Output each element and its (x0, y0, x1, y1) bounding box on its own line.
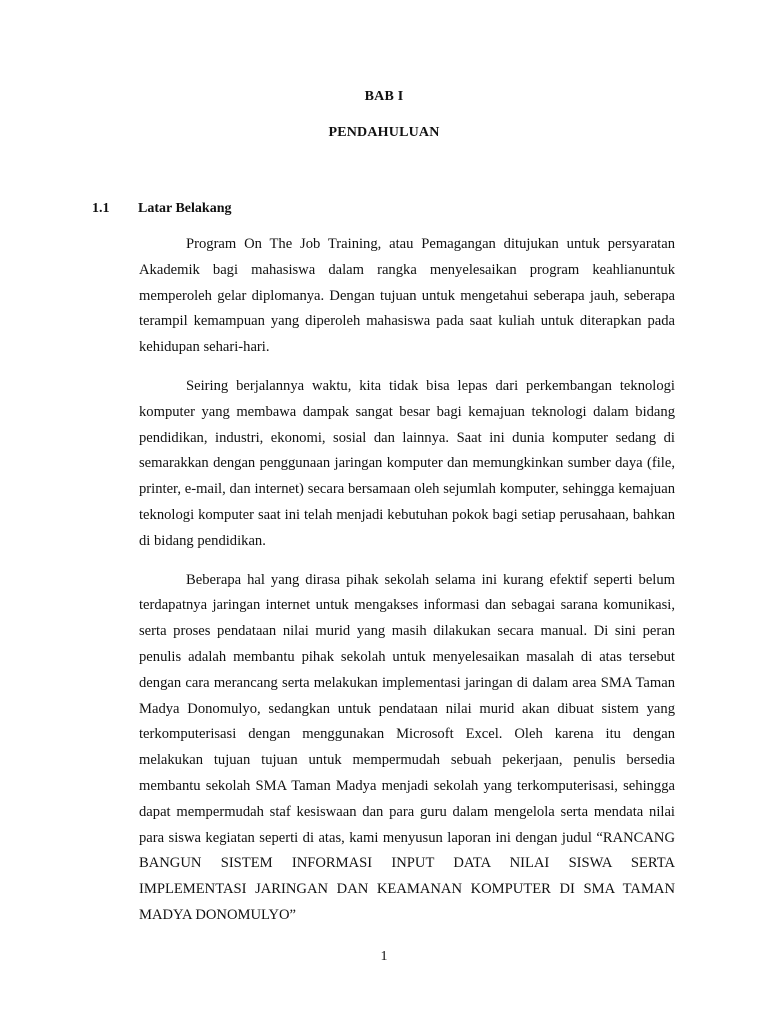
chapter-label: BAB I (364, 89, 404, 104)
paragraph-1: Program On The Job Training, atau Pemagangan ditujukan untuk persyaratan Akademik bagi mahasiswa dalam rangka menyelesaikan program keahlianuntuk memperoleh gelar diplomanya. Dengan tujuan untuk mengetahui seberapa jauh, seberapa terampil kemampuan yang diperoleh mahasiswa pada saat kuliah untuk diterapkan pada kehidupan sehari-hari. (139, 236, 675, 356)
page-number: 1 (380, 949, 388, 964)
paragraph-3: Beberapa hal yang dirasa pihak sekolah selama ini kurang efektif seperti belum terdapatnya jaringan internet untuk mengakses informasi dan sebagai sarana komunikasi, serta proses pendataan nilai murid yang masih dilakukan secara manual. Di sini peran penulis adalah membantu pihak sekolah untuk menyelesaikan masalah di atas tersebut dengan cara merancang serta melakukan implementasi jaringan di dalam area SMA Taman Madya Donomulyo, sedangkan untuk pendataan nilai murid akan dibuat sistem yang terkomputerisasi dengan menggunakan Microsoft Excel. Oleh karena itu dengan melakukan tujuan tujuan untuk mempermudah sebuah pekerjaan, penulis bersedia membantu sekolah SMA Taman Madya menjadi sekolah yang terkomputerisasi, sehingga dapat mempermudah staf kesiswaan dan para guru dalam mengelola serta mendata nilai para siswa kegiatan seperti di atas, kami menyusun laporan ini dengan judul “RANCANG BANGUN SISTEM INFORMASI INPUT DATA NILAI SISWA SERTA IMPLEMENTASI JARINGAN DAN KEAMANAN KOMPUTER DI SMA TAMAN MADYA DONOMULYO” (139, 571, 675, 923)
paragraph-2: Seiring berjalannya waktu, kita tidak bisa lepas dari perkembangan teknologi komputer yang membawa dampak sangat besar bagi kemajuan teknologi dalam bidang pendidikan, industri, ekonomi, sosial dan lainnya. Saat ini dunia komputer sedang di semarakkan dengan penggunaan jaringan komputer dan memungkinkan sumber daya (file, printer, e-mail, dan internet) secara bersamaan oleh sejumlah komputer, sehingga kemajuan teknologi komputer saat ini telah menjadi kebutuhan pokok bagi setiap perusahaan, bahkan di bidang pendidikan. (139, 377, 675, 549)
section-number: 1.1 (92, 201, 110, 216)
section-title: Latar Belakang (138, 201, 232, 216)
section-heading (92, 201, 231, 217)
body-text (139, 232, 675, 929)
chapter-title: PENDAHULUAN (328, 125, 440, 140)
